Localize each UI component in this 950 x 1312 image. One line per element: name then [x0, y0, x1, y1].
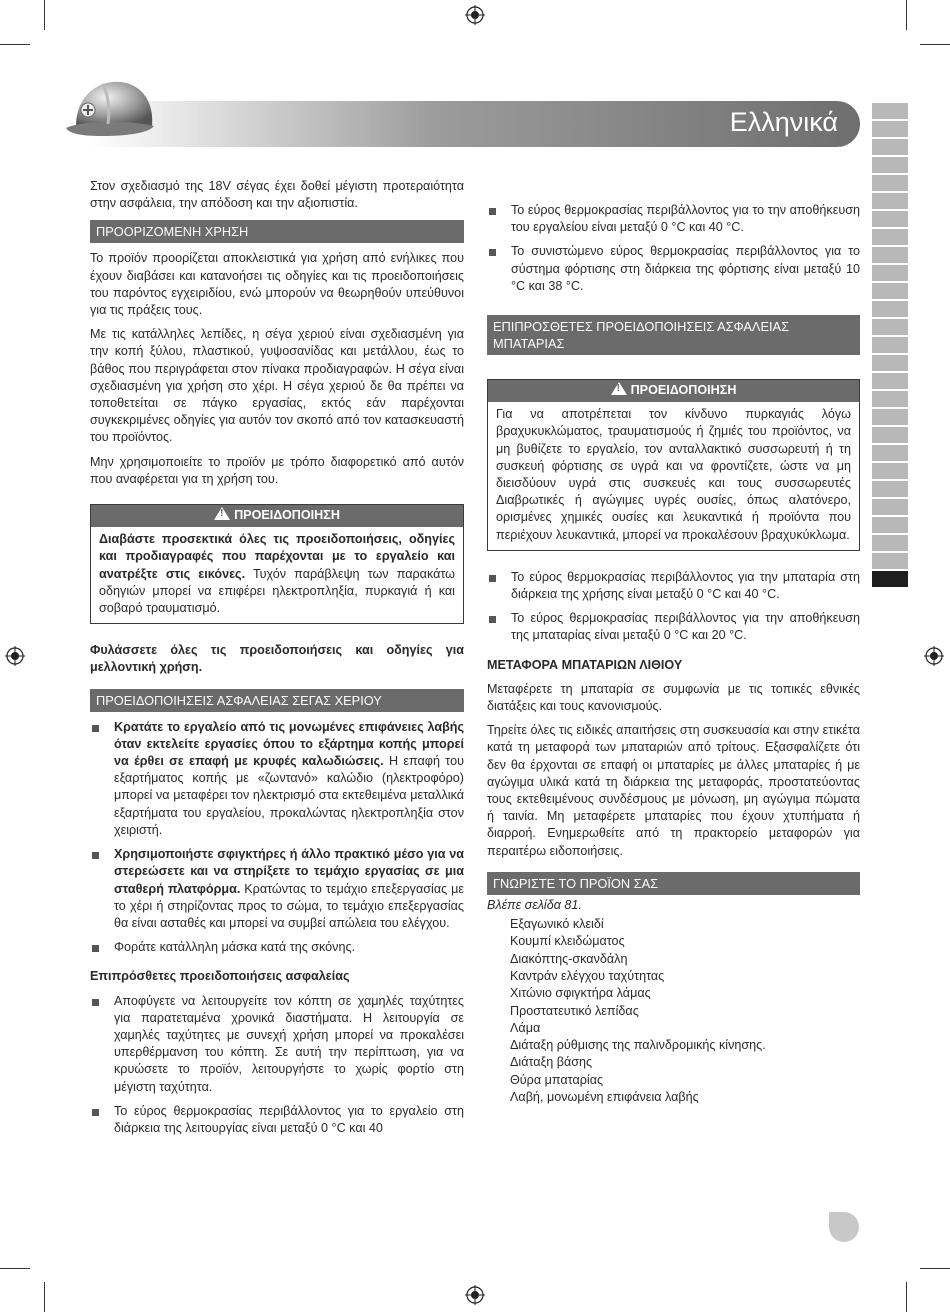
language-tabs: [872, 103, 908, 589]
crop-mark: [906, 1282, 907, 1312]
warning-body: Για να αποτρέπεται τον κίνδυνο πυρκαγιάς λόγω βραχυκυκλώματος, τραυματισμούς ή ζημιές του προϊόντος, να μη βυθίζετε το εργαλείο, τον ανταλλακτικό συσσωρευτή ή τη συσκευή φόρτισης σε υγρά και να φροντίζετε, ώστε να μη διεισδύουν υγρά στις συσκευές και τους συσσωρευτές Διαβρωτικές ή αγώγιμες υγρές ουσίες, όπως αλατόνερο, ορισμένες χημικές ουσίες και λευκαντικά ή προϊόντα που περιέχουν λευκαντικά, μπορεί να προκαλέσουν βραχυκύκλωμα.: [496, 407, 851, 542]
paragraph: Το προϊόν προορίζεται αποκλειστικά για χρήση από ενήλικες που έχουν διαβάσει και κατανοήσει τις οδηγίες και τις προειδοποιήσεις του παρόντος εγχειριδίου, ενώ μπορούν να θεωρηθούν υπεύθυνοι για τις πράξεις τους.: [90, 251, 464, 318]
bullet-text: Η επαφή του εξαρτήματος κοπής με «ζωντανό» καλώδιο (ηλεκτροφόρο) μπορεί να μεταφέρει τον ηλεκτρισμό στα εκτεθειμένα μεταλλικά εξαρτήματα του εργαλείου, προκαλώντας ηλεκτροπληξία στον χειριστή.: [114, 754, 464, 837]
language-tab[interactable]: [872, 229, 908, 247]
language-tab[interactable]: [872, 265, 908, 283]
registration-mark-icon: [5, 646, 25, 666]
paragraph: Με τις κατάλληλες λεπίδες, η σέγα χεριού είναι σχεδιασμένη για την κοπή ξύλου, πλαστικού, γυψοσανίδας και μετάλλου, έως το βάθος που περιγράφεται στον πίνακα προδιαγραφών. Η σέγα είναι σχεδιασμένη για χρήση στο χέρι. Η σέγα χεριού δε θα πρέπει να τοποθετείται σε πάγκο εργασίας, εκτός εάν παρέχονται συγκεκριμένες οδηγίες για αυτόν τον σκοπό από τον κατασκευαστή του προϊόντος.: [90, 327, 464, 445]
page-number-marker: [829, 1212, 859, 1242]
crop-mark: [920, 44, 950, 45]
bullet-bold-text: Χρησιμοποιήστε σφιγκτήρες ή άλλο πρακτικό μέσο για να στερεώσετε και να στηρίξετε το τεμάχιο εργασίας σε μια σταθερή πλατφόρμα.: [114, 847, 464, 896]
registration-mark-icon: [924, 646, 944, 666]
list-item: Το εύρος θερμοκρασίας περιβάλλοντος για την μπαταρία στη διάρκεια της χρήσης είναι μεταξύ 0 °C και 40 °C.: [487, 569, 860, 603]
list-item: Εξαγωνικό κλειδί: [510, 917, 604, 932]
language-tab[interactable]: [872, 121, 908, 139]
language-tab[interactable]: [872, 373, 908, 391]
warning-body: [91, 527, 463, 623]
list-item: Προστατευτικό λεπίδας: [510, 1003, 639, 1018]
list-item: Λάμα: [510, 1020, 541, 1035]
list-item: Λαβή, μονωμένη επιφάνεια λαβής: [510, 1090, 699, 1105]
paragraph: Μεταφέρετε τη μπαταρία σε συμφωνία με τις τοπικές εθνικές διατάξεις και τους κανονισμούς.: [487, 681, 860, 714]
language-tab[interactable]: [872, 283, 908, 301]
language-tab[interactable]: [872, 211, 908, 229]
crop-mark: [44, 1282, 45, 1312]
warning-heading-text: ΠΡΟΕΙΔΟΠΟΙΗΣΗ: [630, 383, 737, 398]
language-tab[interactable]: [872, 139, 908, 157]
keep-instructions-note: Φυλάσσετε όλες τις προειδοποιήσεις και οδηγίες για μελλοντική χρήση.: [90, 643, 464, 675]
left-column: [90, 178, 464, 1144]
list-item: Το συνιστώμενο εύρος θερμοκρασίας περιβάλλοντος για το σύστημα φόρτισης στη διάρκεια της φόρτισης είναι μεταξύ 10 °C και 38 °C.: [487, 243, 860, 295]
language-tab[interactable]: [872, 499, 908, 517]
language-tab[interactable]: [872, 157, 908, 175]
list-item: Χιτώνιο σφιγκτήρα λάμας: [510, 986, 651, 1001]
section-heading-saw-safety: ΠΡΟΕΙΔΟΠΟΙΗΣΕΙΣ ΑΣΦΑΛΕΙΑΣ ΣΕΓΑΣ ΧΕΡΙΟΥ: [90, 689, 464, 712]
language-tab[interactable]: [872, 553, 908, 571]
language-tab[interactable]: [872, 247, 908, 265]
bullet-text: Κρατώντας το τεμάχιο επεξεργασίας με το χέρι ή στηρίζοντας προς το σώμα, το τεμάχιο επεξεργασίας θα είναι ασταθές και μπορεί να συμβεί απώλεια του ελέγχου.: [114, 881, 464, 930]
language-tab[interactable]: [872, 427, 908, 445]
saw-safety-list: [90, 719, 464, 957]
additional-warnings-list: [90, 993, 464, 1138]
warning-heading: [488, 380, 859, 402]
crop-mark: [920, 1268, 950, 1269]
bullet-bold-text: Κρατάτε το εργαλείο από τις μονωμένες επιφάνειες λαβής όταν εκτελείτε εργασίες όπου το εξάρτημα κοπής μπορεί να έρθει σε επαφή με κρυφές καλωδιώσεις.: [114, 719, 464, 769]
language-tab[interactable]: [872, 391, 908, 409]
language-tab[interactable]: [872, 319, 908, 337]
warning-box: [90, 504, 464, 624]
list-item: Διάταξη ρύθμισης της παλινδρομικής κίνησης.: [510, 1038, 766, 1053]
language-tab[interactable]: [872, 535, 908, 553]
language-tab[interactable]: [872, 193, 908, 211]
warning-bold-text: Διαβάστε προσεκτικά όλες τις προειδοποιήσεις, οδηγίες και προδιαγραφές που παρέχονται με το εργαλείο και ανατρέξτε στις εικόνες.: [99, 532, 455, 581]
section-heading-know-product: ΓΝΩΡΙΣΤΕ ΤΟ ΠΡΟΪΟΝ ΣΑΣ: [487, 872, 860, 895]
registration-mark-icon: [465, 1285, 485, 1305]
list-item: Κουμπί κλειδώματος: [510, 934, 625, 949]
bullet-text: Φοράτε κατάλληλη μάσκα κατά της σκόνης.: [114, 940, 356, 955]
language-tab[interactable]: [872, 337, 908, 355]
list-item: Το εύρος θερμοκρασίας περιβάλλοντος για το εργαλείο στη διάρκεια της λειτουργίας είναι μεταξύ 0 °C και 40: [90, 1103, 464, 1137]
language-tab[interactable]: [872, 481, 908, 499]
subheading-transport: ΜΕΤΑΦΟΡΑ ΜΠΑΤΑΡΙΩΝ ΛΙΘΙΟΥ: [487, 657, 683, 672]
list-item: Διάταξη βάσης: [510, 1055, 593, 1070]
battery-temperature-list: [487, 569, 860, 645]
language-tab-active[interactable]: [872, 571, 908, 589]
section-heading-battery-safety: ΕΠΙΠΡΟΣΘΕΤΕΣ ΠΡΟΕΙΔΟΠΟΙΗΣΕΙΣ ΑΣΦΑΛΕΙΑΣ ΜΠΑΤΑΡΙΑΣ: [487, 315, 860, 355]
language-tab[interactable]: [872, 355, 908, 373]
list-item: Διακόπτης-σκανδάλη: [510, 951, 628, 966]
warning-text: Τυχόν παράβλεψη των παρακάτω οδηγιών μπορεί να επιφέρει ηλεκτροπληξία, πυρκαγιά ή και σοβαρό τραυματισμό.: [99, 566, 455, 616]
see-page-reference: Βλέπε σελίδα 81.: [487, 897, 582, 912]
language-tab[interactable]: [872, 175, 908, 193]
warning-heading-text: ΠΡΟΕΙΔΟΠΟΙΗΣΗ: [234, 508, 340, 523]
list-item: [90, 719, 464, 839]
safety-helmet-icon: [62, 74, 158, 150]
temperature-list: [487, 202, 860, 295]
subheading-additional-warnings: Επιπρόσθετες προειδοποιήσεις ασφαλείας: [90, 969, 350, 984]
list-item: Το εύρος θερμοκρασίας περιβάλλοντος για το την αποθήκευση του εργαλείου είναι μεταξύ 0 °C και 40 °C.: [487, 202, 860, 236]
section-heading-intended-use: ΠΡΟΟΡΙΖΟΜΕΝΗ ΧΡΗΣΗ: [90, 220, 464, 243]
list-item: Το εύρος θερμοκρασίας περιβάλλοντος για την αποθήκευση της μπαταρίας είναι μεταξύ 0 °C και 20 °C.: [487, 610, 860, 644]
warning-triangle-icon: [214, 507, 230, 520]
list-item: Θύρα μπαταρίας: [510, 1072, 604, 1087]
list-item: [90, 846, 464, 932]
list-item: [90, 939, 464, 956]
language-tab[interactable]: [872, 409, 908, 427]
language-tab[interactable]: [872, 301, 908, 319]
warning-box: [487, 379, 860, 551]
crop-mark: [44, 0, 45, 30]
language-tab[interactable]: [872, 103, 908, 121]
product-parts-list: [487, 916, 860, 1106]
warning-heading: [91, 505, 463, 527]
list-item: Αποφύγετε να λειτουργείτε τον κόπτη σε χαμηλές ταχύτητες για παρατεταμένα χρονικά διαστήματα. Η λειτουργία σε χαμηλές ταχύτητες με συνεχή χρήση μπορεί να προκαλέσει υπερθέρμανση του κόπτη. Σε αυτή την περίπτωση, για να κρυώσετε το προϊόν, λειτουργήστε το χωρίς φορτίο στη μέγιστη ταχύτητα.: [90, 993, 464, 1096]
language-tab[interactable]: [872, 445, 908, 463]
crop-mark: [0, 44, 30, 45]
crop-mark: [906, 0, 907, 30]
right-column: [487, 202, 860, 1106]
header-bar: [88, 101, 860, 147]
language-tab[interactable]: [872, 463, 908, 481]
language-tab[interactable]: [872, 517, 908, 535]
page-title: Ελληνικά: [729, 107, 838, 137]
list-item: Καντράν ελέγχου ταχύτητας: [510, 968, 665, 983]
crop-mark: [0, 1268, 30, 1269]
warning-triangle-icon: [611, 382, 627, 395]
paragraph: Μην χρησιμοποιείτε το προϊόν με τρόπο διαφορετικό από αυτόν που αναφέρεται για τη χρήση του.: [90, 454, 464, 486]
paragraph: Τηρείτε όλες τις ειδικές απαιτήσεις στη συσκευασία και στην ετικέτα κατά τη μεταφορά των μπαταριών από τρίτους. Εξασφαλίζετε ότι δεν θα έρχονται σε επαφή οι μπαταρίες με άλλες μπαταρίες ή με αγώγιμα υλικά κατά τη διάρκεια της μεταφοράς, προστατεύοντας τους εκτεθειμένους συνδέσμους με μόνωση, μη αγώγιμα πώματα ή ταινία. Μη μεταφέρετε μπαταρίες που έχουν χτυπήματα ή διαρροή. Ενημερωθείτε από τη πρακτορείο μεταφορών για περαιτέρω ειδοποιήσεις.: [487, 723, 860, 858]
intro-paragraph: Στον σχεδιασμό της 18V σέγας έχει δοθεί μέγιστη προτεραιότητα στην ασφάλεια, την απόδοση και την αξιοπιστία.: [90, 179, 464, 211]
registration-mark-icon: [465, 5, 485, 25]
